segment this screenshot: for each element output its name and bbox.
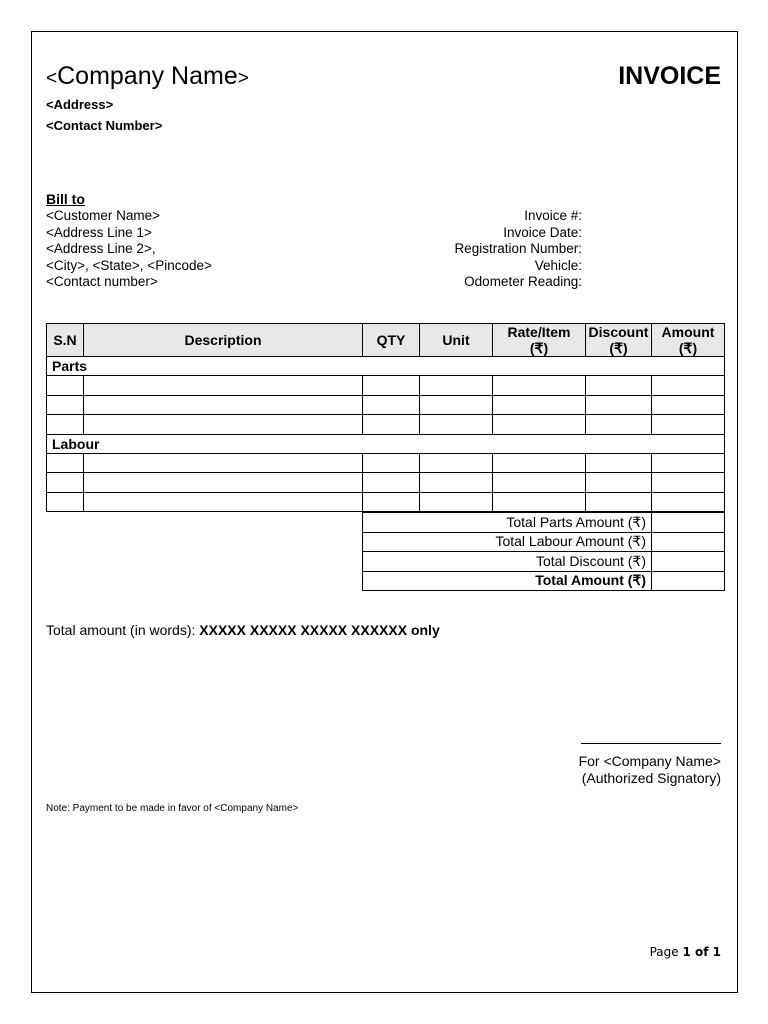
company-name-suffix: > xyxy=(237,68,249,89)
col-header-qty: QTY xyxy=(363,324,420,357)
total-parts-row xyxy=(363,513,725,533)
section-label-parts: Parts xyxy=(47,357,725,376)
vehicle-label: Vehicle: xyxy=(534,257,582,273)
invoice-info-block xyxy=(454,208,582,291)
page-number xyxy=(650,945,721,959)
page-of: of xyxy=(690,945,713,959)
amount-label: Amount xyxy=(661,324,715,340)
table-row xyxy=(47,376,725,396)
col-header-unit: Unit xyxy=(420,324,493,357)
signature-title: (Authorized Signatory) xyxy=(581,770,721,786)
total-labour-row xyxy=(363,532,725,552)
invoice-date-label: Invoice Date: xyxy=(503,224,582,240)
discount-label: Discount xyxy=(588,324,649,340)
invoice-title: INVOICE xyxy=(618,62,721,90)
company-name-text: Company Name xyxy=(57,62,238,90)
total-labour-label: Total Labour Amount (₹) xyxy=(363,532,652,552)
col-header-discount xyxy=(586,324,652,357)
section-row-labour xyxy=(47,434,725,453)
total-discount-label: Total Discount (₹) xyxy=(363,552,652,572)
page-total: 1 xyxy=(712,945,721,959)
page-current: 1 xyxy=(682,945,691,959)
table-row xyxy=(47,473,725,493)
items-header-row xyxy=(47,324,725,357)
customer-address-line-1: <Address Line 1> xyxy=(46,224,152,240)
table-row xyxy=(47,492,725,512)
table-row xyxy=(47,395,725,415)
rate-label: Rate/Item xyxy=(507,324,571,340)
invoice-number-label: Invoice #: xyxy=(524,208,582,223)
section-row-parts xyxy=(47,357,725,376)
customer-contact-number: <Contact number> xyxy=(46,274,158,290)
company-name xyxy=(46,62,249,91)
total-amount-row xyxy=(363,571,725,591)
totals-table xyxy=(362,512,725,591)
bill-to-heading: Bill to xyxy=(46,191,85,207)
company-contact-number: <Contact Number> xyxy=(46,118,163,133)
signature-line xyxy=(581,743,721,744)
amount-in-words xyxy=(46,622,440,638)
total-amount-value xyxy=(652,571,725,591)
section-label-labour: Labour xyxy=(47,434,725,453)
odometer-reading-label: Odometer Reading: xyxy=(464,274,582,290)
total-parts-value xyxy=(652,513,725,533)
table-row xyxy=(47,415,725,435)
customer-address-line-2: <Address Line 2>, xyxy=(46,241,156,257)
col-header-sn: S.N xyxy=(47,324,84,357)
total-discount-row xyxy=(363,552,725,572)
customer-name: <Customer Name> xyxy=(46,208,161,223)
total-discount-value xyxy=(652,552,725,572)
rate-currency: (₹) xyxy=(529,340,549,356)
company-address: <Address> xyxy=(46,97,114,112)
amount-in-words-value: XXXXX XXXXX XXXXX XXXXXX only xyxy=(199,622,440,638)
table-row xyxy=(47,453,725,473)
customer-city-state-pincode: <City>, <State>, <Pincode> xyxy=(46,257,212,273)
invoice-page xyxy=(31,31,738,993)
amount-currency: (₹) xyxy=(678,340,698,356)
page-prefix: Page xyxy=(649,945,683,959)
registration-number-label: Registration Number: xyxy=(454,241,582,257)
bill-to-block xyxy=(46,208,212,291)
col-header-description: Description xyxy=(84,324,363,357)
discount-currency: (₹) xyxy=(609,340,628,356)
company-name-prefix: < xyxy=(46,68,58,89)
amount-in-words-label: Total amount (in words): xyxy=(46,622,200,638)
signature-company: For <Company Name> xyxy=(578,753,721,769)
items-table xyxy=(46,323,725,512)
total-amount-label: Total Amount (₹) xyxy=(363,571,652,591)
col-header-rate xyxy=(493,324,586,357)
payment-note: Note: Payment to be made in favor of <Company Name> xyxy=(46,803,299,814)
total-parts-label: Total Parts Amount (₹) xyxy=(363,513,652,533)
total-labour-value xyxy=(652,532,725,552)
col-header-amount xyxy=(652,324,725,357)
